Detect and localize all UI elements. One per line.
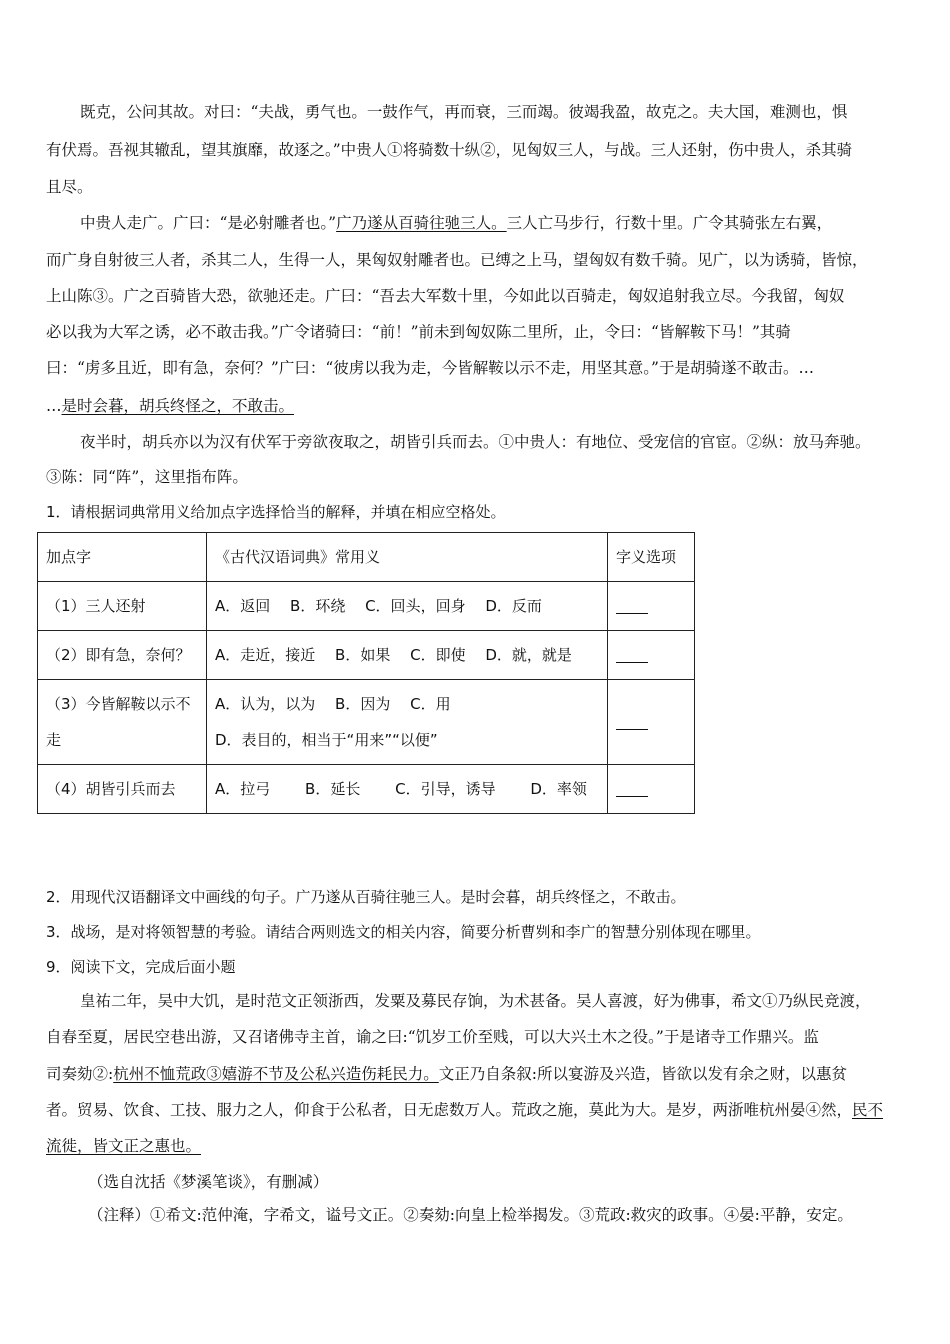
row-meaning: A．认为，以为 B．因为 C．用 D．表目的，相当于“用来”“以便” [207,680,608,765]
row-word: （2）即有急，奈何？ [38,631,207,680]
passage-text: 者。贸易、饮食、工技、服力之人，仰食于公私者，日无虑数万人。荒政之施，莫此为大。是岁，两浙唯杭州晏④然， [46,1101,853,1119]
answer-blank[interactable] [608,631,695,680]
passage-text: … [46,397,62,415]
passage2-line-2: 自春至夏，居民空巷出游，又召诸佛寺主首，谕之曰:“饥岁工价至贱，可以大兴土木之役。”于是诸寺工作鼎兴。监 [46,1028,819,1046]
source-note: （选自沈括《梦溪笔谈》，有删减） [88,1173,329,1191]
question-2: 2．用现代汉语翻译文中画线的句子。广乃遂从百骑往驰三人。是时会暮，胡兵终怪之，不敢击。 [46,888,686,906]
row-word: （1）三人还射 [38,582,207,631]
row-word: （3）今皆解鞍以示不走 [38,680,207,765]
vocab-table [37,532,695,814]
underlined-sentence-4a: 民不 [852,1101,884,1119]
answer-blank[interactable] [608,765,695,814]
passage2-line-5 [46,1136,201,1156]
row-meaning: A．返回 B．环绕 C．回头，回身 D．反而 [207,582,608,631]
passage-line-11: ③陈：同“阵”，这里指布阵。 [46,468,248,486]
question-1-prompt: 1．请根据词典常用义给加点字选择恰当的解释，并填在相应空格处。 [46,503,506,521]
passage-line-10: 夜半时，胡兵亦以为汉有伏军于旁欲夜取之，胡皆引兵而去。①中贵人：有地位、受宠信的官宦。②纵：放马奔驰。 [80,433,871,451]
answer-blank[interactable] [608,582,695,631]
header-meaning: 《古代汉语词典》常用义 [207,533,608,582]
question-9-title: 9．阅读下文，完成后面小题 [46,958,236,976]
annotations: （注释）①希文:范仲淹，字希文，谥号文正。②奏劾:向皇上检举揭发。③荒政:救灾的政事。④晏:平静，安定。 [88,1206,853,1224]
underlined-sentence-2: 是时会暮，胡兵终怪之，不敢击。 [61,397,295,415]
passage-line-2: 有伏焉。吾视其辙乱，望其旗靡，故逐之。”中贵人①将骑数十纵②，见匈奴三人，与战。三人还射，伤中贵人，杀其骑 [46,141,853,159]
table-row [38,582,695,631]
underlined-sentence-4b: 流徙，皆文正之惠也。 [46,1137,202,1155]
passage-text: 司奏劾②: [46,1065,114,1083]
table-row [38,680,695,765]
passage-line-8: 曰：“虏多且近，即有急，奈何？”广曰：“彼虏以我为走，今皆解鞍以示不走，用坚其意。”于是胡骑遂不敢击。… [46,359,814,377]
table-row [38,765,695,814]
passage-line-9 [46,396,294,416]
passage2-line-3 [46,1064,847,1084]
passage-line-3: 且尽。 [46,178,93,196]
passage2-line-1: 皇祐二年，吴中大饥，是时范文正领浙西，发粟及募民存饷，为术甚备。吴人喜渡，好为佛事，希文①乃纵民竞渡， [80,992,871,1010]
passage-line-7: 必以我为大军之诱，必不敢击我。”广令诸骑曰：“前！”前未到匈奴陈二里所，止，令曰：“皆解鞍下马！”其骑 [46,323,791,341]
underlined-sentence-1: 广乃遂从百骑往驰三人。 [336,214,507,232]
table-header-row [38,533,695,582]
passage-text: 三人亡马步行，行数十里。广令其骑张左右翼， [506,214,833,232]
passage-line-5: 而广身自射彼三人者，杀其二人，生得一人，果匈奴射雕者也。已缚之上马，望匈奴有数千骑。见广，以为诱骑，皆惊， [46,251,868,269]
passage-text: 文正乃自条叙:所以宴游及兴造，皆欲以发有余之财，以惠贫 [438,1065,847,1083]
table-row [38,631,695,680]
passage-line-6: 上山陈③。广之百骑皆大恐，欲驰还走。广曰：“吾去大军数十里，今如此以百骑走，匈奴追射我立尽。今我留，匈奴 [46,287,845,305]
row-meaning: A．走近，接近 B．如果 C．即使 D．就，就是 [207,631,608,680]
underlined-sentence-3: 杭州不恤荒政③嬉游不节及公私兴造伤耗民力。 [113,1065,439,1083]
answer-blank[interactable] [608,680,695,765]
row-meaning: A．拉弓 B．延长 C．引导，诱导 D．率领 [207,765,608,814]
row-word: （4）胡皆引兵而去 [38,765,207,814]
question-3: 3．战场，是对将领智慧的考验。请结合两则选文的相关内容，简要分析曹刿和李广的智慧分别体现在哪里。 [46,923,761,941]
header-word: 加点字 [38,533,207,582]
passage-line-1: 既克，公问其故。对曰：“夫战，勇气也。一鼓作气，再而衰，三而竭。彼竭我盈，故克之。夫大国，难测也，惧 [80,103,848,121]
header-choice: 字义选项 [608,533,695,582]
passage-line-4 [80,213,832,233]
passage-text: 中贵人走广。广曰：“是必射雕者也。” [80,214,337,232]
passage2-line-4 [46,1100,883,1120]
